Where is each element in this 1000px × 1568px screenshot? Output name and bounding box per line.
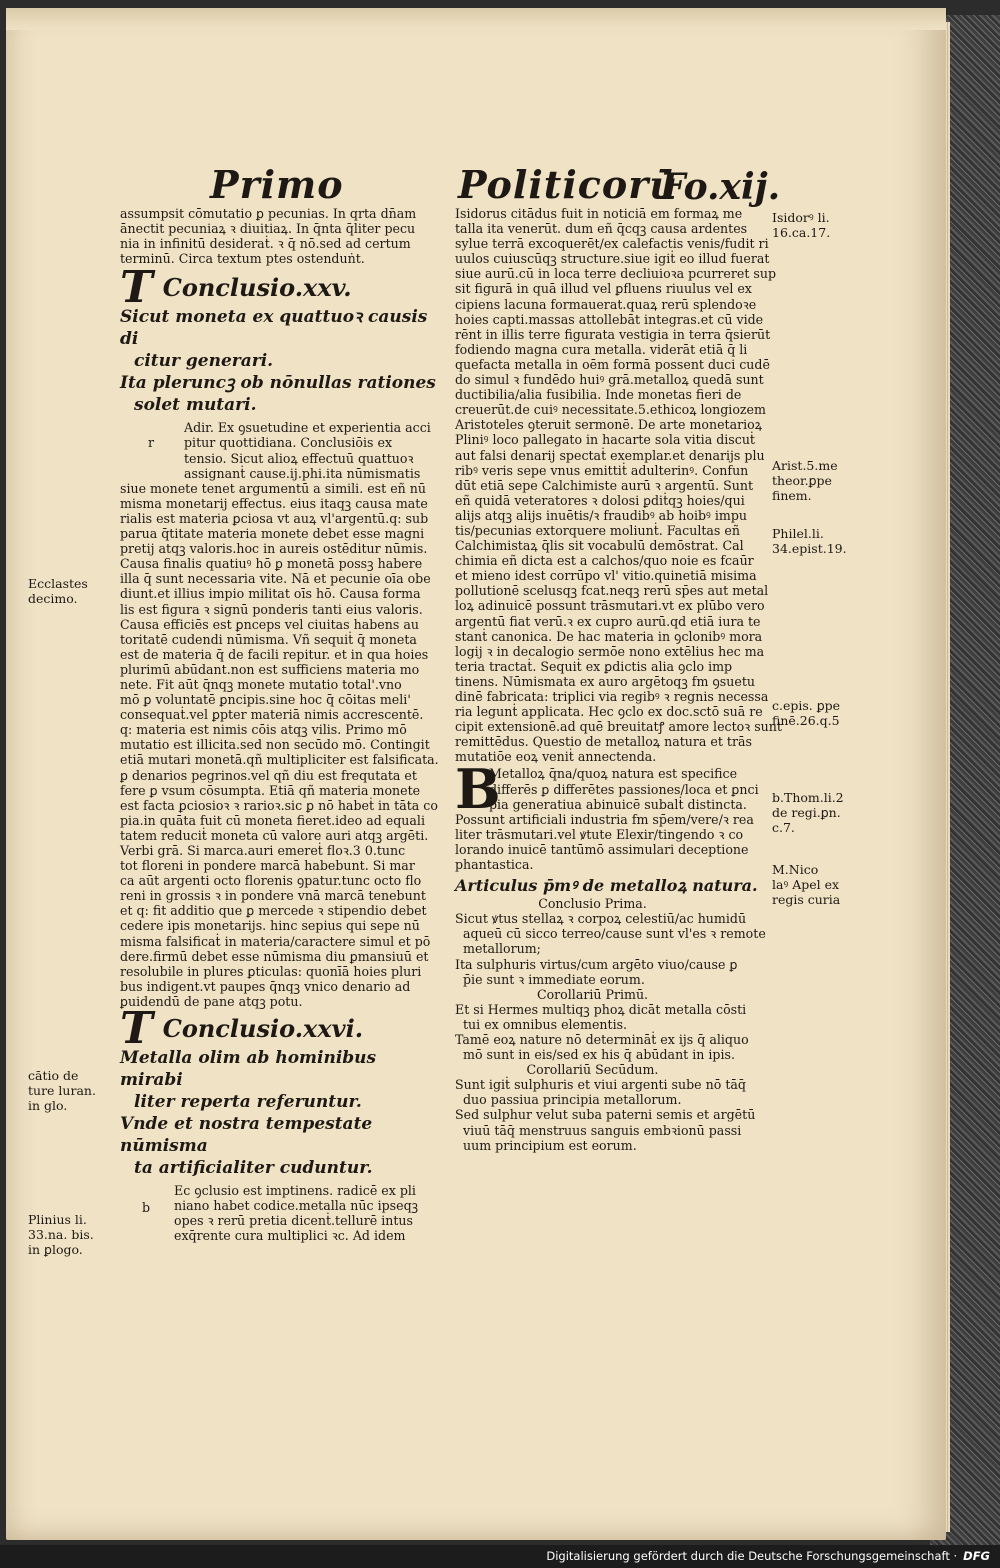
margin-note-thomas: b.Thom.li.2 de regi.ꝑn. c.7.	[772, 790, 844, 835]
text-line: Metalloꝝ q̄na/quoꝝ natura est specifice	[489, 766, 738, 782]
conclusio-25-statement-1: Sicut moneta ex quattuoꝛ causis di citur generari.	[120, 307, 428, 372]
corollarium-primum-heading: Corollariū Primū.	[536, 986, 649, 1002]
text-line: consequaṫ.vel ꝑpter materiā nimis accrescentē.	[120, 707, 424, 723]
right-column	[455, 206, 782, 1153]
text-line: Sed sulphur velut suba paterni semis et argētū	[455, 1107, 756, 1123]
text-line: Possunt artificiali industria fm sp̄em/vere/ꝛ rea	[455, 811, 754, 827]
text-line: phantastica.	[455, 857, 534, 873]
text-line: opes ꝛ rerū pretia dicenṫ.tellurē intus	[174, 1213, 413, 1229]
text-line: Tamē eoꝝ nature nō determināṫ ex ijs q̄ aliquo	[455, 1031, 749, 1047]
text-line: etiā mutari monetā.qñ multipliciter est falsificata.	[120, 752, 439, 768]
text-line: terminū. Circa textum ptes ostenduṅt.	[120, 251, 365, 267]
text-line: illa q̄ sunt necessaria vite. Nā et pecunie oīa obe	[120, 571, 431, 587]
text-line: tinens. Nūmismata ex auro argētoqꝫ fm ꝯsuetu	[455, 673, 755, 689]
text-line: cipit extensionē.ad quē breuitatꝭ amore lectoꝛ sunt	[455, 719, 782, 735]
text-line: assignanṫ cause.ij.phi.ita nūmismatis	[184, 465, 421, 481]
text-line: dere.firmū debet esse nūmisma diu ꝑmansiuū et	[120, 948, 429, 964]
text-line: nete. Fit aūt q̄nqꝫ monete mutatio total'.vno	[120, 676, 402, 692]
text-line: alijs atqꝫ alijs inuētis/ꝛ fraudibꝰ ab hoibꝰ impu	[455, 507, 747, 523]
text-line: Ec ꝯclusio est imptinens. radicē ex pli	[174, 1183, 416, 1199]
text-line: ria legunṫ applicata. Hec ꝯclo ex doc.sctō suā re	[455, 704, 763, 720]
text-line: q: materia est nimis cōis atqꝫ vilis. Primo mō	[120, 722, 407, 738]
text-line: fere ꝑ vsum cōsumpta. Etiā qñ materia monete	[120, 782, 421, 798]
text-line: dūt etiā sepe Calchimiste aurū ꝛ argentū. Sunt	[455, 477, 754, 493]
conclusio-prima-heading: Conclusio Prima.	[538, 896, 647, 912]
text-line: Causa finalis quatiuꝰ hō ꝑ monetā possꝫ habere	[120, 556, 423, 572]
text-line: Adir. Ex ꝯsuetudine et experientia acci	[184, 420, 431, 436]
text-line: duo passiua principia metallorum.	[463, 1092, 682, 1108]
text-line: metallorum;	[463, 941, 541, 957]
text-line: nia in infinitū desideraṫ. ꝛ q̄ nō.sed ad certum	[120, 236, 411, 252]
text-line: ꝑ denarios pegrinos.vel qñ diu est frequtata et	[120, 767, 417, 783]
text-line: cedere ipis monetarijs. hinc sepius qui sepe nū	[120, 918, 420, 934]
text-line: ca aūt argenti octo florenis ꝯpatur.tunc octo flo	[120, 873, 422, 889]
text-line: rēnt in illis terre figurata vestigia in terra q̄sierūt	[455, 326, 771, 342]
text-line: ribꝰ veris sepe vnus emittiṫ adulterinꝰ. Confun	[455, 462, 749, 478]
text-line: toritatē cudendi nūmisma. Vñ sequiṫ q̄ moneta	[120, 631, 417, 647]
conclusio-prima-items	[455, 911, 770, 986]
text-line: Verbi grā. Si marca.auri emereṫ floꝛ.3 0.tunc	[120, 843, 406, 858]
text-line: bus indigent.vt paupes q̄nqꝫ vnico denario ad	[120, 978, 411, 994]
text-line: logij ꝛ in decalogio sermōe nono extēlius hec ma	[455, 643, 765, 659]
text-line: Sunt igiṫ sulphuris et viui argenti sube nō tāq̄	[455, 1077, 746, 1093]
text-line: aqueū cū sicco terreo/cause sunt vl'es ꝛ remote	[463, 926, 766, 942]
text-line: argentū fiat verū.ꝛ ex cupro aurū.qd etiā iura te	[455, 613, 761, 629]
text-line: tensio. Sicut alioꝝ effectuū quattuoꝛ	[184, 450, 414, 466]
text-line: sylue terrā excoquerēt/ex calefactis venis/fudit ri	[455, 236, 769, 252]
text-line: misma monetarij effectus. eius itaqꝫ causa mate	[120, 495, 428, 511]
text-line: chimia eñ dicta est a calchos/quo noie es fcaūr	[455, 553, 754, 569]
text-line: viuū tāq̄ menstruus sanguis embꝛionū passi	[463, 1122, 742, 1138]
text-line: tis/pecunias extorquere moliunṫ. Facultas eñ	[455, 522, 740, 538]
intro-paragraph	[120, 206, 440, 266]
text-line: ductibilia/alia fusibilia. Inde monetas fieri de	[455, 387, 742, 403]
text-line: p̄ie sunt ꝛ immediate eorum.	[463, 971, 645, 987]
text-line: parua q̄titate materia monete debet esse magni	[120, 526, 425, 542]
margin-note-plinius: Plinius li. 33.na. bis. in ꝑlogo.	[28, 1212, 94, 1257]
conclusio-26-statement-2: Vnde et nostra tempestate nūmisma ta artificialiter cuduntur.	[120, 1114, 373, 1179]
text-line: quefacta metalla in oēm formā possent duci cudē	[455, 356, 770, 372]
paragraph-marker: r	[148, 435, 155, 451]
text-line: remittēdus. Questio de metalloꝝ natura et trās	[455, 734, 752, 750]
text-line: Isidorus citādus fuit in noticiā em formaꝝ me	[455, 206, 743, 221]
running-head-left: Primo	[210, 162, 344, 207]
text-line: pitur quottidiana. Conclusiōis ex	[184, 435, 393, 451]
text-line: fodiendo magna cura metalla. viderāt etiā q̄ li	[455, 341, 748, 357]
initial-b: B	[455, 757, 501, 822]
text-line: exq̄rente cura multiplici ꝛc. Ad idem	[174, 1228, 406, 1244]
commentary-paragraph-2	[120, 1183, 440, 1243]
text-line: mutatio est illicita.sed non secūdo mō. Contingit	[120, 737, 430, 753]
conclusio-25-statement-2: Ita pleruncꝫ ob nōnullas rationes solet mutari.	[120, 373, 436, 416]
paragraph-marker: b	[142, 1200, 151, 1216]
text-line: siue monete tenet argumentū a simili. est eñ nū	[120, 480, 426, 496]
text-line: Calchimistaꝝ q̄lis sit vocabulū demōstrat. Cal	[455, 538, 744, 554]
text-line: cipiens lacuna formauerat.quaꝝ rerū splendoꝛe	[455, 296, 757, 312]
text-line: Causa efficiēs est ꝑnceps vel ciuitas habens au	[120, 616, 419, 632]
text-line: plurimū abūdant.non est sufficiens materia mo	[120, 661, 420, 677]
text-line: niano habet codice.metalla nūc ipseqꝫ	[174, 1198, 419, 1214]
footer-credit: Digitalisierung gefördert durch die Deutsche Forschungsgemeinschaft ·	[546, 1549, 958, 1563]
text-line: do simul ꝛ fundēdo huiꝰ grā.metalloꝝ quedā sunt	[455, 372, 764, 388]
margin-note-nicolaus: M.Nico laꝰ Apel ex regis curia	[772, 862, 841, 907]
text-line: aut falsi denarij spectaṫ exemplar.et denarijs plu	[455, 447, 765, 463]
text-line: dinē fabricata: triplici via regibꝰ ꝛ regnis necessa	[455, 689, 769, 704]
running-head-right: Politicorū	[458, 162, 678, 207]
digitization-footer	[0, 1545, 1000, 1568]
text-line: creuerūt.de cuiꝰ necessitate.5.ethicoꝝ longiozem	[455, 402, 766, 418]
left-column	[120, 206, 440, 1243]
text-line: tatem reduciṫ moneta cū valore auri atqꝫ argēti.	[120, 827, 429, 843]
text-line: et q: fit additio que ꝑ mercede ꝛ stipendio debet	[120, 903, 427, 919]
corollarium-primum-items	[455, 1002, 770, 1062]
text-line: ānectit pecuniaꝝ ꝛ diuitiaꝝ. In q̄nta q̄liter pecu	[120, 221, 416, 237]
text-line: lis est figura ꝛ signū ponderis tanti eius valoris.	[120, 601, 423, 617]
text-line: teria tractaṫ. Sequiṫ ex ꝑdictis alia ꝯclo imp	[455, 658, 733, 674]
text-line: liter trāsmutari.vel ꝟtute Elexir/tingendo ꝛ co	[455, 826, 744, 842]
corollarium-secundum-heading: Corollariū Secūdum.	[526, 1062, 659, 1078]
text-line: Pliniꝰ loco pallegato in hacarte sola vitia discuṫ	[455, 432, 755, 448]
text-line: tui ex omnibus elementis.	[463, 1016, 628, 1032]
text-line: Ita sulphuris virtus/cum argēto viuo/cause ꝑ	[455, 956, 738, 972]
text-line: pollutionē scelusqꝫ fcat.neqꝫ rerū sp̄es aut metal	[455, 583, 769, 599]
text-line: uum principium est eorum.	[463, 1137, 637, 1153]
text-line: reni in grossis ꝛ in pondere vnā marcā tenebunt	[120, 888, 426, 904]
conclusio-25-heading: T Conclusio.xxv.	[120, 262, 352, 314]
folio-number: Fo.xij.	[660, 166, 781, 208]
text-line: Aristoteles ꝯteruit sermonē. De arte monetarioꝝ	[455, 417, 763, 433]
text-line: pia.in quāta fuit cū moneta fieret.ideo ad equali	[120, 812, 425, 828]
text-line: sit figurā in quā illud vel ꝑfluens riuulus vel ex	[455, 281, 752, 297]
text-line: differēs ꝑ differētes passiones/loca et ꝑnci	[489, 781, 759, 797]
text-line: lorando inuicē tantūmō assimulari deceptione	[455, 841, 749, 857]
text-line: tot floreni in pondere marcā habebunt. Si mar	[120, 858, 415, 874]
text-line: siue aurū.cū in loca terre decliuioꝛa pcurreret sup	[455, 266, 777, 282]
margin-note-philelphus: Philel.li. 34.epist.19.	[772, 526, 847, 556]
text-line: uulos cuiuscūqꝫ structure.siue igiṫ eo illud fuerat	[455, 251, 770, 267]
initial-t: T	[120, 1003, 153, 1055]
corollarium-secundum-items	[455, 1077, 770, 1152]
text-line: Sicut ꝟtus stellaꝝ ꝛ corpoꝝ celestiū/ac humidū	[455, 911, 747, 927]
margin-note-canon: c.epis. ꝑpe finē.26.q.5	[772, 698, 841, 728]
text-line: eñ quidā veteratores ꝛ dolosi ꝑdiṫqꝫ hoies/qui	[455, 492, 745, 508]
text-line: pretij atqꝫ valoris.hoc in aureis ostēditur nūmis.	[120, 541, 428, 557]
conclusio-26-statement-1: Metalla olim ab hominibus mirabi liter reperta referuntur.	[120, 1048, 377, 1113]
text-line: loꝝ adinuicē possunt trāsmutari.vt ex plūbo vero	[455, 598, 765, 614]
text-line: et mieno idest corrūpo vl' vitio.quinetiā misima	[455, 568, 757, 584]
articulus-heading: Articulus p̄mꝰ de metalloꝝ natura.	[455, 876, 758, 896]
text-line: mō sunt in eis/sed ex his q̄ abūdant in ipis.	[463, 1047, 735, 1063]
commentary-paragraph-1	[120, 420, 440, 1009]
margin-note-aristoteles: Arist.5.me theor.ꝑpe finem.	[772, 458, 838, 503]
text-line: resolubile in plures ꝑticulas: quonīā hoies pluri	[120, 963, 422, 979]
conclusio-26-heading: T Conclusio.xxvi.	[120, 1003, 364, 1055]
text-line: Et si Hermes multiqꝫ phoꝝ dicāt metalla cōsti	[455, 1001, 747, 1017]
initial-t: T	[120, 262, 153, 314]
text-line: rialis est materia ꝑciosa vt auꝝ vl'argentū.q: sub	[120, 510, 429, 526]
text-line: diunt.et illius impio militat oīs hō. Causa forma	[120, 586, 421, 602]
text-line: stanṫ canonica. De hac materia in ꝯclonibꝰ mora	[455, 628, 763, 644]
text-line: mutatiōe eoꝝ veniṫ annectenda.	[455, 749, 657, 765]
text-line: est de materia q̄ de facili repitur. et in qua hoies	[120, 646, 429, 662]
dfg-logo: DFG	[963, 1549, 990, 1563]
text-line: est facta ꝑciosioꝛ ꝛ rarioꝛ.sic ꝑ nō habeṫ in tāta co	[120, 797, 438, 813]
text-line: pia generatiua abinuicē subalṫ distincta.	[489, 796, 747, 812]
margin-note-isidorus: Isidorꝰ li. 16.ca.17.	[772, 210, 831, 240]
text-line: mō ꝑ voluntatē ꝑncipis.sine hoc q̄ cōitas meli'	[120, 692, 411, 708]
margin-note-ecclesiastes: Ecclastes decimo.	[28, 576, 88, 606]
page-top-shadow	[6, 8, 946, 30]
commentary-paragraph-3	[455, 206, 782, 765]
text-line: assumpsit cōmutatio ꝑ pecunias. In qrta dn̄am	[120, 206, 417, 221]
text-line: hoies capti.massas attollebāt integras.et cū vide	[455, 311, 764, 327]
text-line: ꝑuidendū de pane atqꝫ potu.	[120, 993, 303, 1009]
text-line: talla ita venerūt. dum eñ q̄cqꝫ causa ardentes	[455, 221, 748, 237]
margin-note-cantio: cātio de ture luran. in glo.	[28, 1068, 96, 1113]
text-line: misma falsificaṫ in materia/caractere simul et pō	[120, 933, 431, 949]
